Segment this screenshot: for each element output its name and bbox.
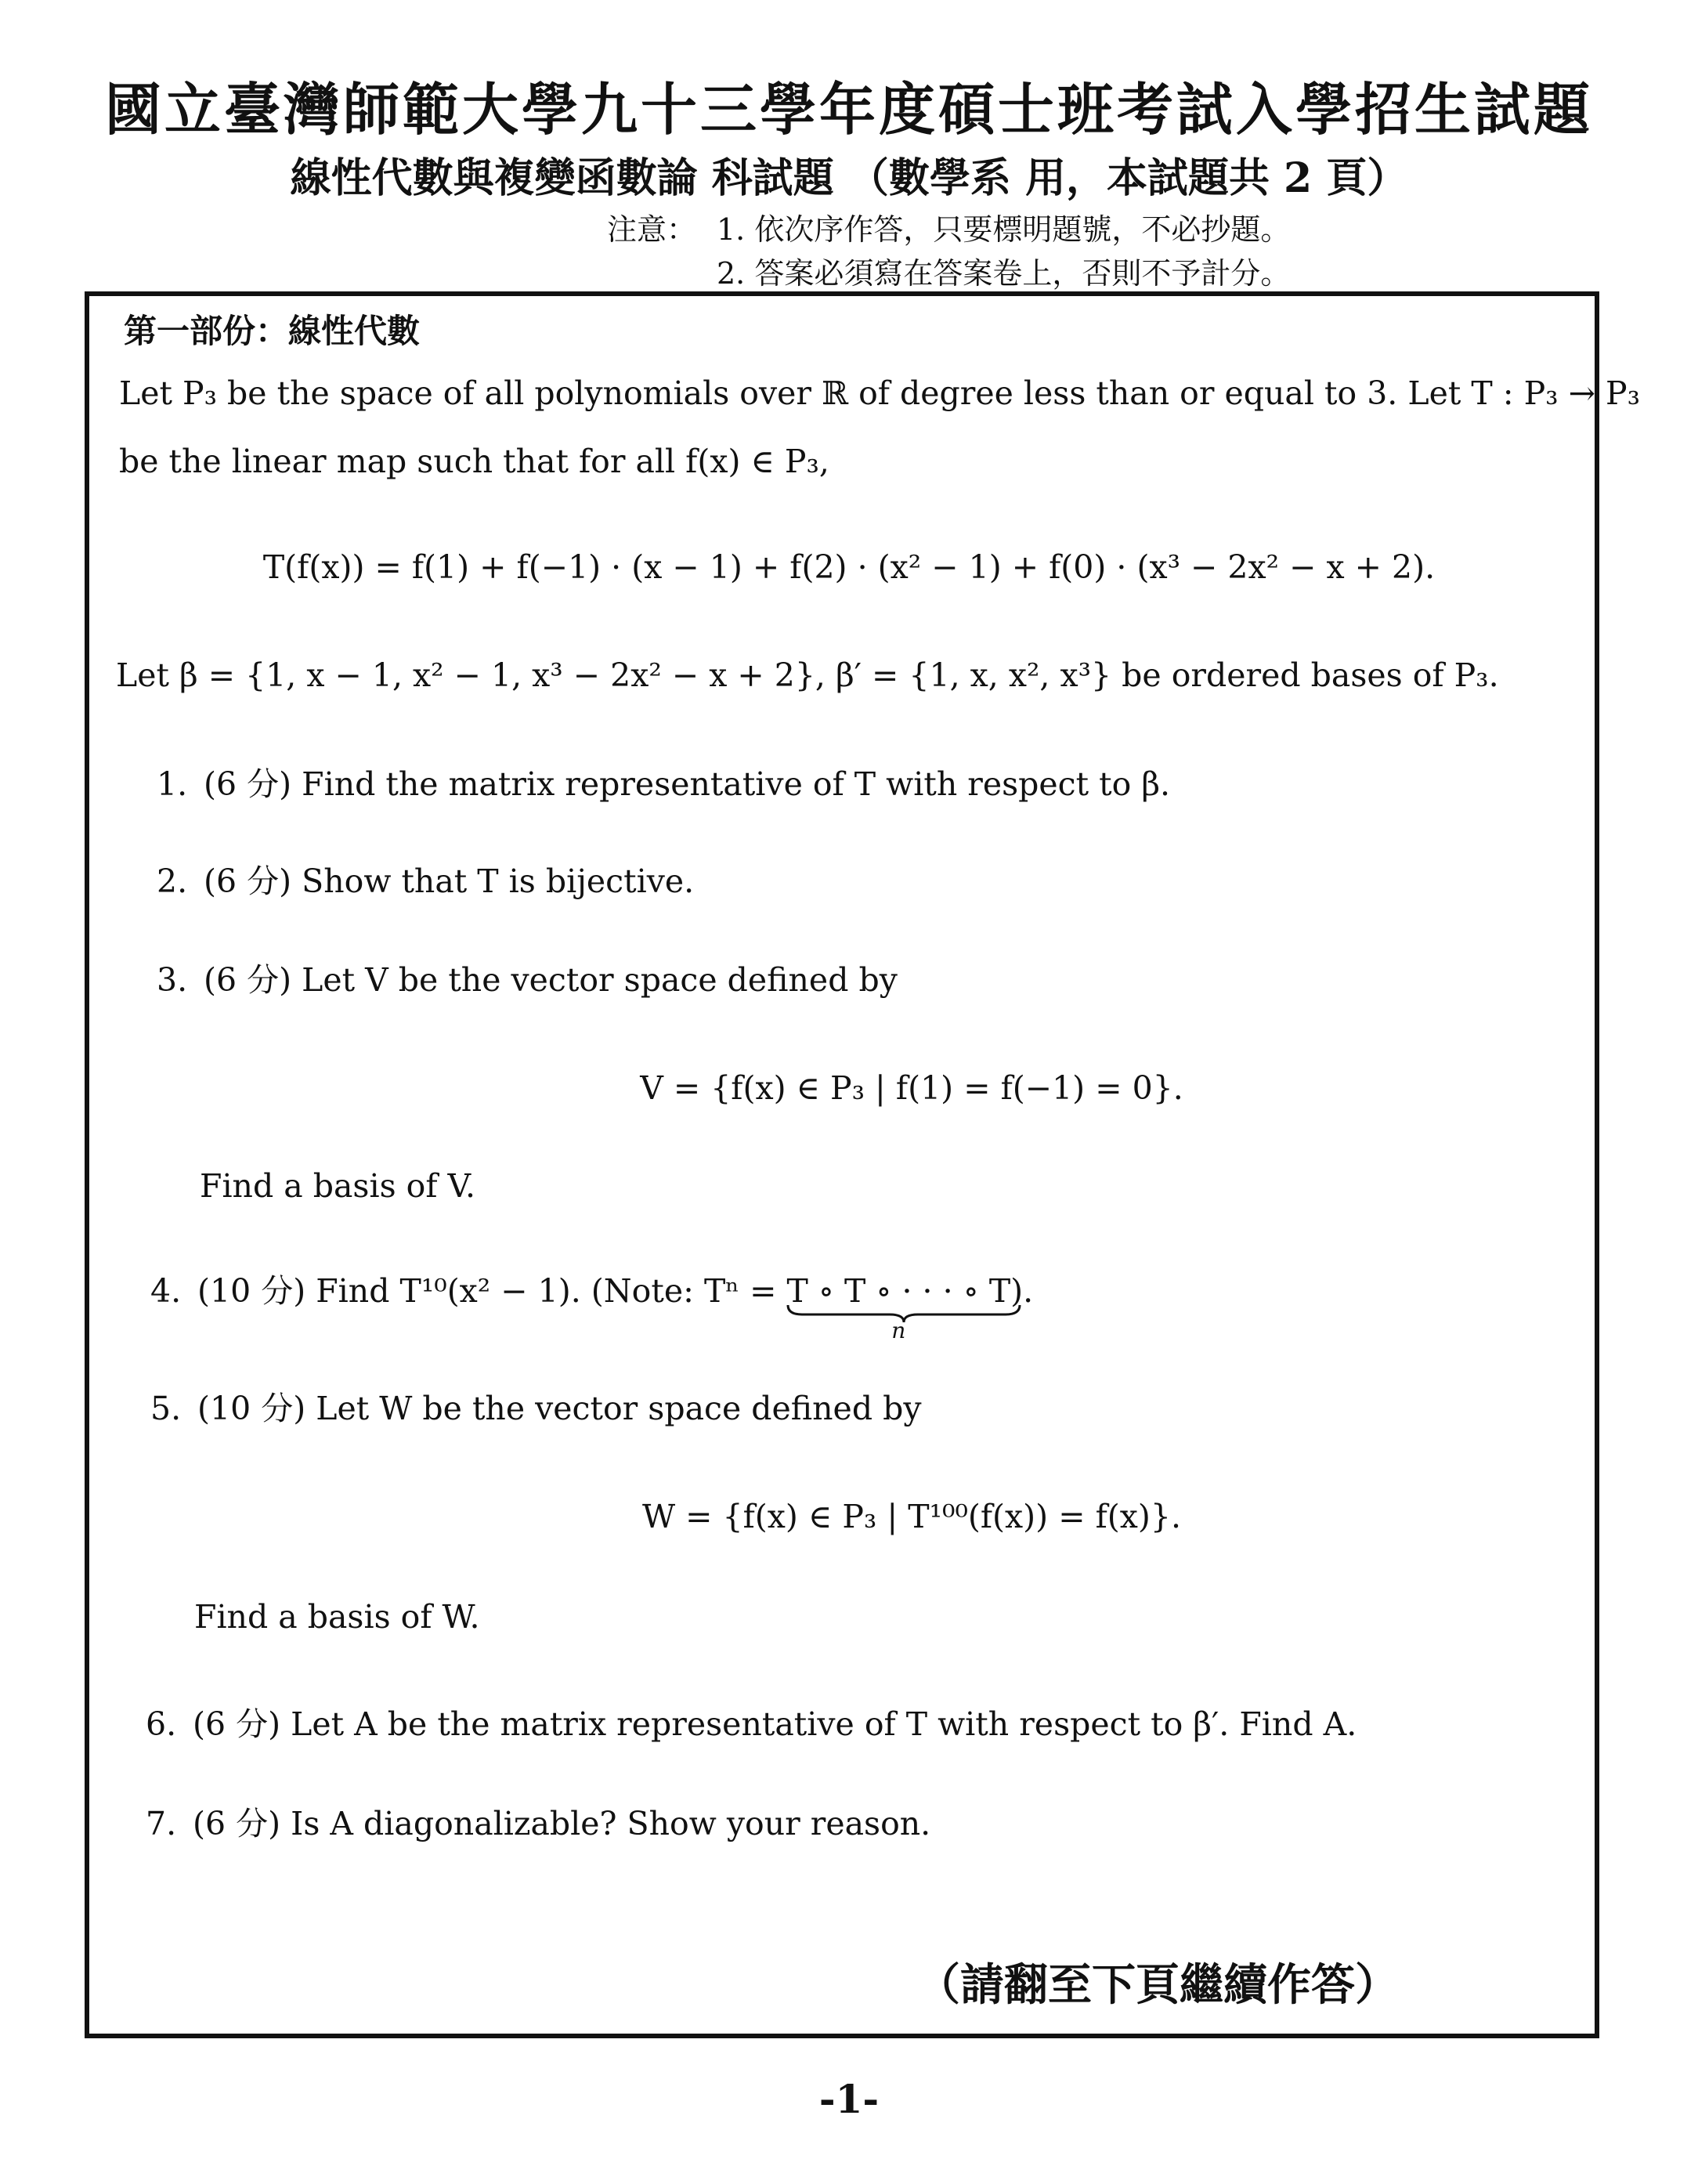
notice-label: 注意： — [607, 212, 697, 247]
question-text: (10 分) Find T¹⁰(x² − 1). (Note: Tⁿ = — [197, 1272, 787, 1310]
question-3-followup: Find a basis of V. — [200, 1167, 476, 1205]
question-text: (6 分) Is A diagonalizable? Show your reason. — [193, 1805, 931, 1842]
question-7 — [146, 1798, 930, 1844]
question-number: 7. — [146, 1805, 177, 1842]
exam-title: 國立臺灣師範大學九十三學年度碩士班考試入學招生試題 — [104, 76, 1593, 143]
intro-line-2: be the linear map such that for all f(x) ∈ P₃, — [119, 443, 829, 480]
question-1 — [157, 758, 1170, 805]
intro-equation: T(f(x)) = f(1) + f(−1) · (x − 1) + f(2) · (x² − 1) + f(0) · (x³ − 2x² − x + 2). — [262, 548, 1436, 586]
part-title: 第一部份：線性代數 — [124, 312, 421, 350]
question-number: 1. — [157, 765, 188, 803]
question-5-equation: W = {f(x) ∈ P₃ | T¹⁰⁰(f(x)) = f(x)}. — [641, 1498, 1181, 1535]
intro-line-1: Let P₃ be the space of all polynomials over ℝ of degree less than or equal to 3. Let T : P₃ → P₃ — [119, 374, 1641, 412]
bases-line: Let β = {1, x − 1, x² − 1, x³ − 2x² − x + 2}, β′ = {1, x, x², x³} be ordered bases of P₃. — [116, 656, 1499, 694]
underbrace-label: n — [891, 1318, 906, 1343]
question-3 — [157, 954, 898, 1000]
question-number: 5. — [150, 1390, 182, 1427]
question-number: 2. — [157, 862, 188, 900]
question-5 — [150, 1383, 922, 1429]
page-number: -1- — [818, 2076, 880, 2122]
question-number: 4. — [150, 1272, 182, 1310]
question-number: 3. — [157, 961, 188, 999]
notice-item-2: 2. 答案必須寫在答案卷上，否則不予計分。 — [717, 256, 1291, 291]
question-6 — [146, 1698, 1357, 1745]
question-text: (6 分) Show that T is bijective. — [204, 862, 695, 900]
question-number: 6. — [146, 1705, 177, 1743]
continue-note: （請翻至下頁繼續作答） — [916, 1959, 1399, 2011]
question-4 — [150, 1265, 1034, 1343]
question-5-followup: Find a basis of W. — [194, 1598, 480, 1636]
question-2 — [157, 855, 694, 902]
underbrace-composition: T ∘ T ∘ · · · ∘ T n — [786, 1272, 1010, 1310]
question-4-tail: ). — [1010, 1272, 1034, 1310]
question-3-equation: V = {f(x) ∈ P₃ | f(1) = f(−1) = 0}. — [640, 1069, 1183, 1107]
question-text: (6 分) Find the matrix representative of T with respect to β. — [204, 765, 1171, 803]
notice-item-1: 1. 依次序作答，只要標明題號，不必抄題。 — [717, 212, 1291, 247]
question-text: (6 分) Let V be the vector space defined by — [204, 961, 898, 999]
exam-subtitle: 線性代數與複變函數論 科試題 （數學系 用，本試題共 2 頁） — [290, 154, 1408, 202]
question-text: (6 分) Let A be the matrix representative of T with respect to β′. Find A. — [193, 1705, 1357, 1743]
question-text: (10 分) Let W be the vector space defined by — [197, 1390, 922, 1427]
